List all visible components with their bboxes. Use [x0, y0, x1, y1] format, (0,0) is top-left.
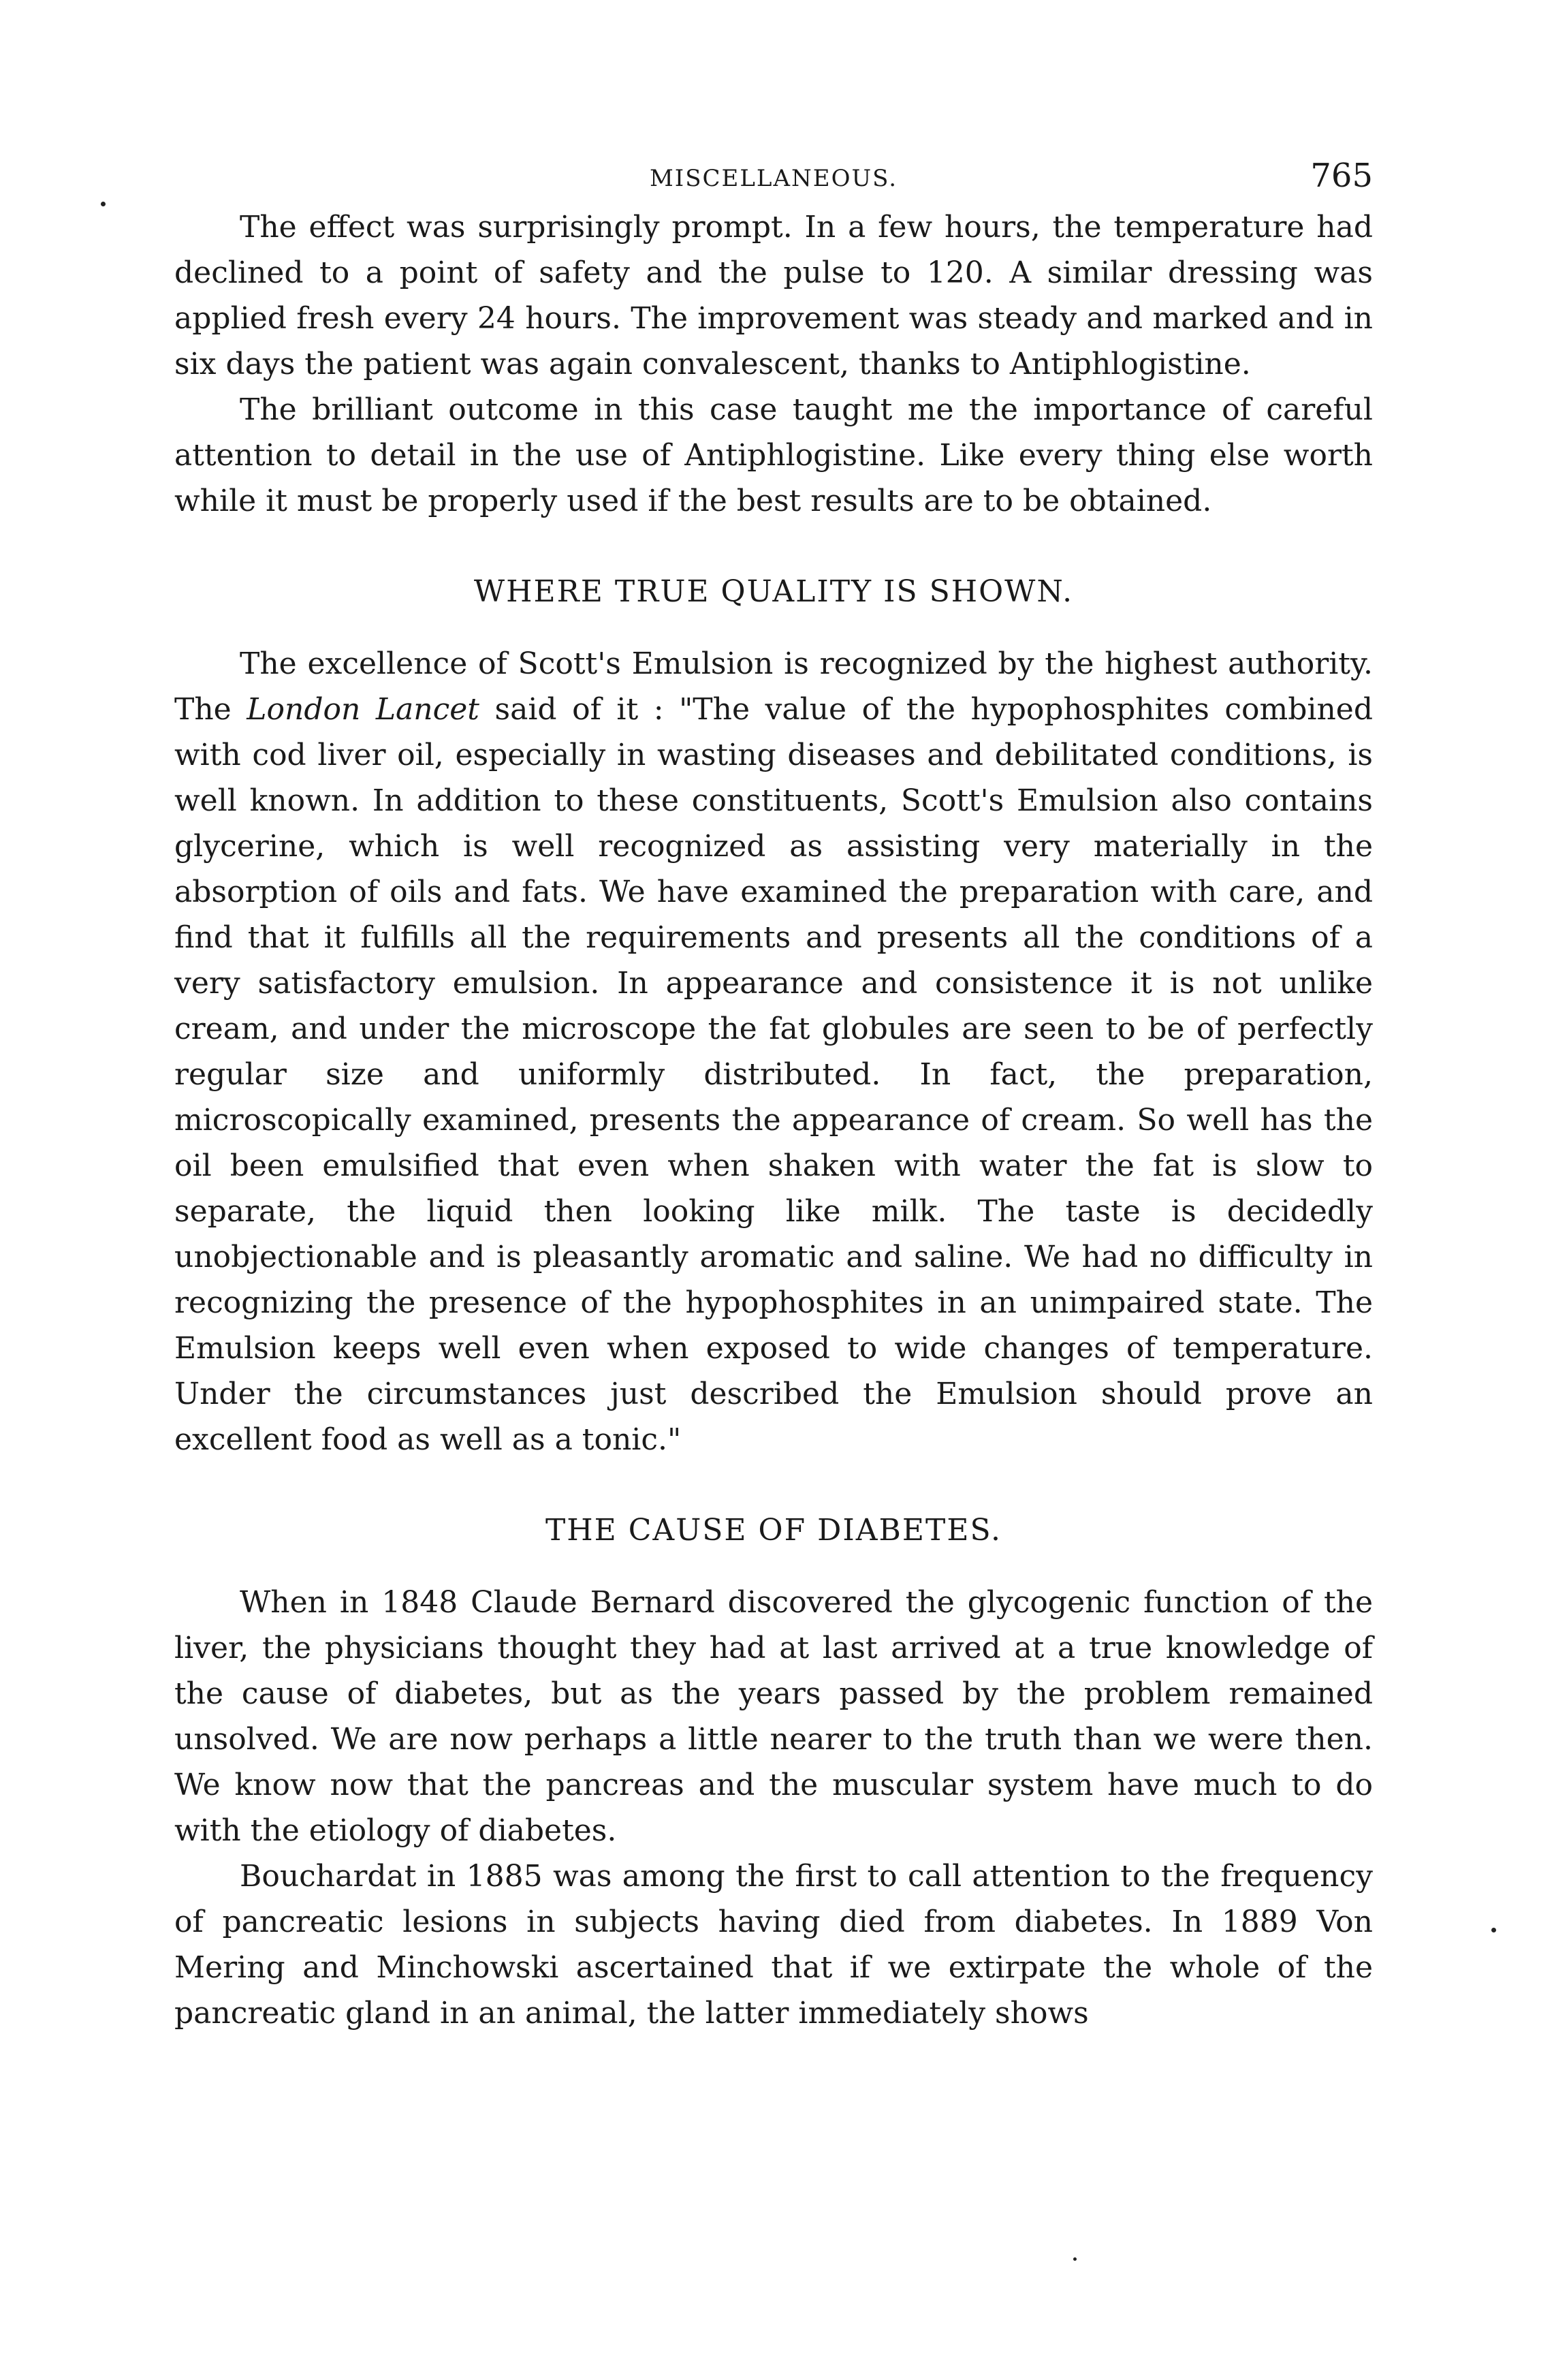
quality-text-before: The excellence of Scott's Emulsion is recognized by the highest authority. The [174, 646, 1373, 727]
running-head [174, 157, 1373, 204]
margin-speck-top [101, 202, 106, 206]
page-number: 765 [1310, 157, 1373, 195]
diabetes-heading: THE CAUSE OF DIABETES. [545, 1513, 1002, 1548]
quality-heading: WHERE TRUE QUALITY IS SHOWN. [473, 574, 1074, 609]
intro-paragraph-2: The brilliant outcome in this case taught me the importance of careful attention to detail in the use of Antiphlogistine. Like every thing else worth while it must be properly used if the best results are to be obtained. [174, 392, 1373, 518]
section-title: MISCELLANEOUS. [649, 165, 898, 192]
document-page [174, 157, 1373, 2036]
quality-text-after: said of it : "The value of the hypophosphites combined with cod liver oil, especially in wasting diseases and debilitated conditions, is well known. In addition to these constituents, Scott's Emulsion also contains glycerine, which is well recognized as assisting very materially in the absorption of oils and fats. We have examined the preparation with care, and find that it fulfills all the requirements and presents all the conditions of a very satisfactory emulsion. In appearance and consistence it is not unlike cream, and under the microscope the fat globules are seen to be of perfectly regular size and uniformly distributed. In fact, the preparation, microscopically examined, presents the appearance of cream. So well has the oil been emulsified that even when shaken with water the fat is slow to separate, the liquid then looking like milk. The taste is decidedly unobjectionable and is pleasantly aromatic and saline. We had no difficulty in recognizing the presence of the hypophosphites in an unimpaired state. The Emulsion keeps well even when exposed to wide changes of temperature. Under the circumstances just described the Emulsion should prove an excellent food as well as a tonic." [174, 692, 1373, 1457]
margin-speck-right [1491, 1928, 1496, 1932]
quality-paragraph [174, 641, 1373, 1462]
london-lancet-title: London Lancet [247, 692, 479, 727]
intro-paragraph-1: The effect was surprisingly prompt. In a few hours, the temperature had declined to a point of safety and the pulse to 120. A similar dressing was applied fresh every 24 hours. The improvement was steady and marked and in six days the patient was again convalescent, thanks to Antiphlogistine. [174, 210, 1373, 381]
margin-speck-bottom [1073, 2257, 1077, 2261]
diabetes-paragraph-1: When in 1848 Claude Bernard discovered the glycogenic function of the liver, the physicians thought they had at last arrived at a true knowledge of the cause of diabetes, but as the years passed by the problem remained unsolved. We are now perhaps a little nearer to the truth than we were then. We know now that the pancreas and the muscular system have much to do with the etiology of diabetes. [174, 1585, 1373, 1848]
diabetes-paragraph-2: Bouchardat in 1885 was among the first to call attention to the frequency of pancreatic lesions in subjects having died from diabetes. In 1889 Von Mering and Minchowski ascertained that if we extirpate the whole of the pancreatic gland in an animal, the latter immediately shows [174, 1859, 1373, 2031]
